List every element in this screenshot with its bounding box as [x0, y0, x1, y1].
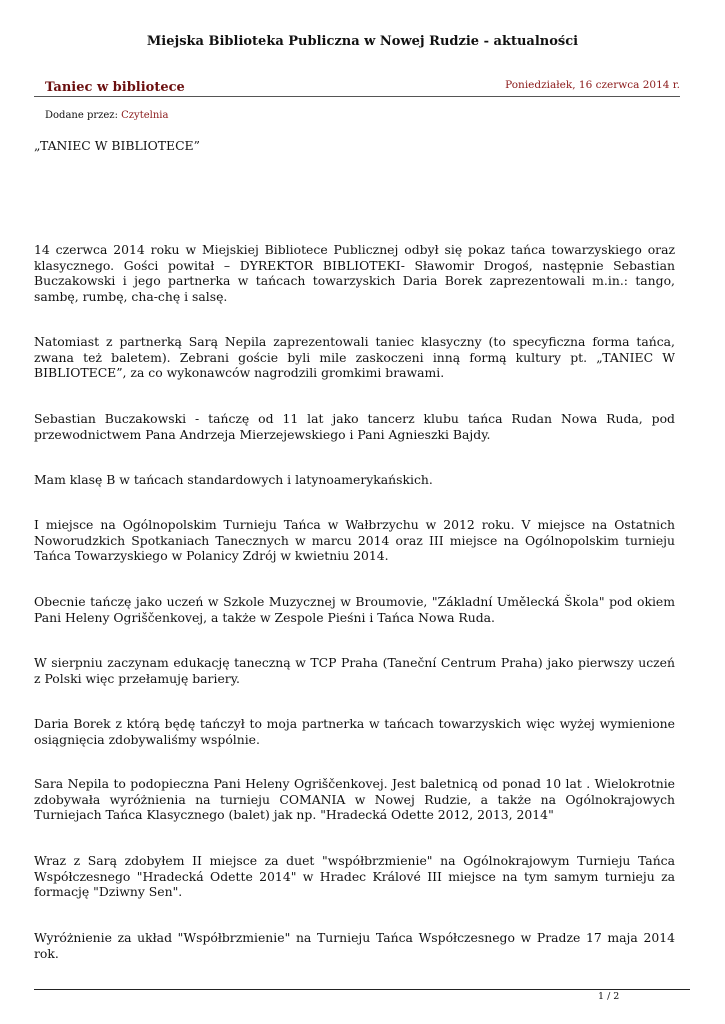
paragraph-daria-borek: Daria Borek z którą będę tańczył to moja partnerka w tańcach towarzyskich więc wyżej wymienione osiągnięcia zdobywaliśmy wspólnie. [34, 716, 675, 747]
article-date: Poniedziałek, 16 czerwca 2014 r. [505, 79, 680, 91]
article-heading: „TANIEC W BIBLIOTECE” [34, 138, 200, 153]
paragraph-tcp-praha: W sierpniu zaczynam edukację taneczną w TCP Praha (Taneční Centrum Praha) jako pierwszy uczeń z Polski więc przełamuję bariery. [34, 655, 675, 686]
paragraph-prague-award: Wyróżnienie za układ "Współbrzmienie" na Turnieju Tańca Współczesnego w Pradze 17 maja 2014 rok. [34, 930, 675, 961]
author-line [45, 110, 168, 121]
paragraph-event-intro: 14 czerwca 2014 roku w Miejskiej Bibliotece Publicznej odbył się pokaz tańca towarzyskiego oraz klasycznego. Gości powitał – DYREKTOR BIBLIOTEKI- Sławomir Drogoś, następnie Sebastian Buczakowski i jego partnerka w tańcach towarzyskich Daria Borek zaprezentowali m.in.: tango, sambę, rumbę, cha-chę i salsę. [34, 242, 675, 304]
site-title: Miejska Biblioteka Publiczna w Nowej Rudzie - aktualności [146, 34, 579, 49]
paragraph-sara-nepila: Sara Nepila to podopieczna Pani Heleny Ogriščenkovej. Jest baletnicą od ponad 10 lat . Wielokrotnie zdobywała wyróżnienia na turnieju COMANIA w Nowej Rudzie, a także na Ogólnokrajowych Turniejach Tańca Klasycznego (balet) jak np. "Hradecká Odette 2012, 2013, 2014" [34, 776, 675, 822]
paragraph-music-school: Obecnie tańczę jako uczeń w Szkole Muzycznej w Broumovie, "Základní Umělecká Škola" pod okiem Pani Heleny Ogriščenkovej, a także w Zespole Pieśni i Tańca Nowa Ruda. [34, 594, 675, 625]
article-title[interactable]: Taniec w bibliotece [45, 80, 185, 95]
author-label: Dodane przez: [45, 110, 122, 121]
paragraph-duet-award: Wraz z Sarą zdobyłem II miejsce za duet "współbrzmienie" na Ogólnokrajowym Turnieju Tańca Współczesnego "Hradecká Odette 2014" w Hradec Králové III miejsce na tym samym turnieju za formację "Dziwny Sen". [34, 853, 675, 899]
paragraph-achievements: I miejsce na Ogólnopolskim Turnieju Tańca w Wałbrzychu w 2012 roku. V miejsce na Ostatnich Noworudzkich Spotkaniach Tanecznych w marcu 2014 oraz III miejsce na Ogólnopolskim turnieju Tańca Towarzyskiego w Polanicy Zdrój w kwietniu 2014. [34, 517, 675, 563]
paragraph-classical-dance: Natomiast z partnerką Sarą Nepila zaprezentowali taniec klasyczny (to specyficzna forma tańca, zwana też baletem). Zebrani goście byli mile zaskoczeni inną formą kultury pt. „TANIEC W BIBLIOTECE”, za co wykonawców nagrodzili gromkimi brawami. [34, 334, 675, 380]
paragraph-class-b: Mam klasę B w tańcach standardowych i latynoamerykańskich. [34, 472, 433, 487]
paragraph-sebastian-intro: Sebastian Buczakowski - tańczę od 11 lat jako tancerz klubu tańca Rudan Nowa Ruda, pod przewodnictwem Pana Andrzeja Mierzejewskiego i Pani Agnieszki Bajdy. [34, 411, 675, 442]
footer-divider [34, 989, 690, 990]
author-name: Czytelnia [121, 110, 169, 121]
page-number: 1 / 2 [598, 991, 620, 1002]
article-header [34, 78, 680, 97]
